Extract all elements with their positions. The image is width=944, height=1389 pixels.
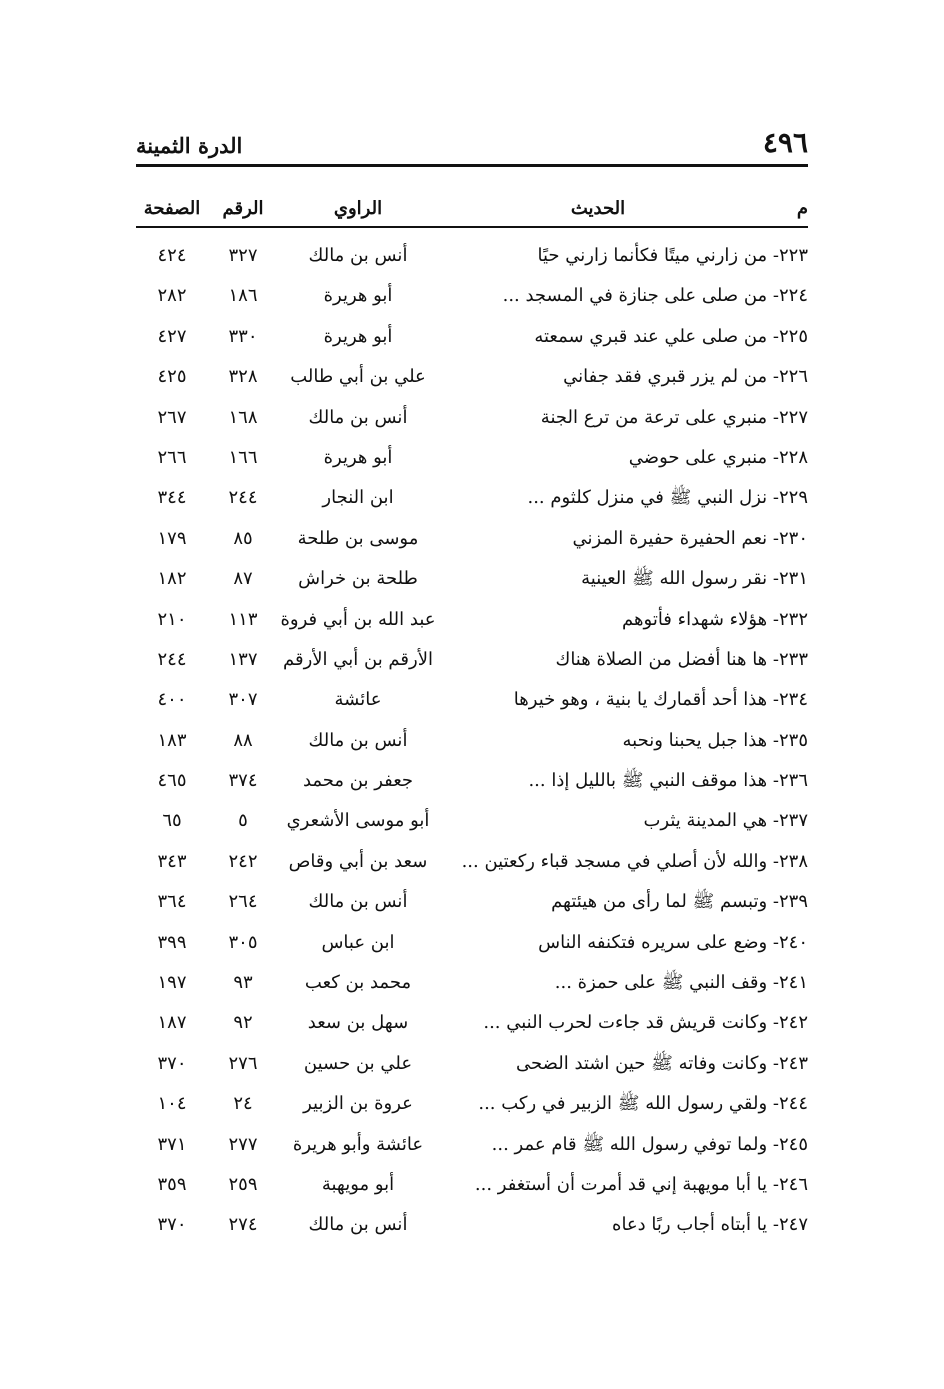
hadith-text: ٢٢٩- نزل النبي ﷺ في منزل كلثوم ... [527,487,808,509]
table-row [136,559,808,599]
table-row [136,1044,808,1084]
table-row [136,1084,808,1124]
table-row [136,600,808,640]
hadith-number: ٣٧٤ [228,770,258,792]
page-reference: ١٠٤ [157,1093,187,1115]
column-header-page: الصفحة [143,198,201,219]
book-page [136,122,808,1242]
page-reference: ٣٧٠ [157,1052,187,1074]
table-row [136,398,808,438]
hadith-text: ٢٣٨- والله لأن أصلي في مسجد قباء ركعتين ... [462,850,808,872]
hadith-number: ٢٤٢ [228,850,258,872]
hadith-number: ١٦٦ [228,446,258,468]
book-title: الدرة الثمينة [136,133,243,158]
table-body [136,236,808,1246]
table-row [136,1205,808,1245]
hadith-text: ٢٣٧- هي المدينة يثرب [643,810,808,832]
page-reference: ٢١٠ [157,608,187,630]
narrator-name: جعفر بن محمد [302,770,414,792]
page-number: ٤٩٦ [762,126,808,159]
hadith-text: ٢٣٣- ها هنا أفضل من الصلاة هناك [555,648,808,670]
hadith-text: ٢٤٣- وكانت وفاته ﷺ حين اشتد الضحى [516,1052,808,1074]
narrator-name: أنس بن مالك [308,1214,408,1236]
page-reference: ٣٦٤ [157,891,187,913]
page-reference: ٣٤٤ [157,487,187,509]
hadith-number: ٢٧٤ [228,1214,258,1236]
hadith-text: ٢٤٤- ولقي رسول الله ﷺ الزبير في ركب ... [478,1093,808,1115]
hadith-text: ٢٤٠- وضع على سريره فتكنفه الناس [538,931,808,953]
narrator-name: ابن النجار [322,487,394,509]
hadith-text: ٢٤٥- ولما توفي رسول الله ﷺ قام عمر ... [491,1133,808,1155]
narrator-name: علي بن أبي طالب [290,366,426,388]
narrator-name: أبو مويهبة [321,1173,395,1195]
hadith-number: ٢٦٤ [228,891,258,913]
table-row [136,640,808,680]
hadith-number: ٩٢ [233,1012,253,1034]
narrator-name: عائشة وأبو هريرة [292,1133,424,1155]
hadith-text: ٢٢٥- من صلى علي عند قبري سمعته [534,325,808,347]
page-reference: ١٨٢ [157,568,187,590]
hadith-text: ٢٢٣- من زارني ميتًا فكأنما زارني حيًا [537,245,808,266]
hadith-text: ٢٤٢- وكانت قريش قد جاءت لحرب النبي ... [483,1012,808,1034]
table-row [136,801,808,841]
hadith-text: ٢٢٦- من لم يزر قبري فقد جفاني [563,366,808,388]
table-row [136,236,808,276]
hadith-text: ٢٣٢- هؤلاء شهداء فأتوهم [622,608,808,630]
hadith-text: ٢٣٤- هذا أحد أقمارك يا بنية ، وهو خيرها [513,689,808,711]
page-reference: ٢٦٦ [157,446,187,468]
narrator-name: محمد بن كعب [304,972,412,994]
page-reference: ٣٤٣ [157,850,187,872]
narrator-name: سعد بن أبي وقاص [288,850,428,872]
narrator-name: أنس بن مالك [308,406,408,428]
narrator-name: أنس بن مالك [308,245,408,266]
page-reference: ٤٢٤ [157,245,187,266]
running-head [136,122,808,164]
hadith-number: ٢٥٩ [228,1173,258,1195]
hadith-number: ٨٥ [233,527,253,549]
narrator-name: عبد الله بن أبي فروة [280,608,436,630]
table-row [136,842,808,882]
hadith-text: ٢٣٠- نعم الحفيرة حفيرة المزني [572,527,808,549]
hadith-number: ٢٧٧ [228,1133,258,1155]
hadith-number: ١٨٦ [228,285,258,307]
hadith-text: ٢٢٤- من صلى على جنازة في المسجد ... [502,285,808,307]
header-divider [136,164,808,167]
page-reference: ٦٥ [162,810,182,832]
hadith-number: ٣٠٧ [228,689,258,711]
narrator-name: علي بن حسين [303,1052,413,1074]
narrator-name: أبو هريرة [323,446,393,468]
table-header-row [136,192,808,226]
table-row [136,317,808,357]
table-row [136,357,808,397]
column-header-hadith: الحديث [570,198,626,219]
hadith-number: ٢٤ [233,1093,253,1115]
hadith-text: ٢٤٦- يا أبا مويهبة إني قد أمرت أن أستغفر ... [474,1173,808,1195]
hadith-text: ٢٤١- وقف النبي ﷺ على حمزة ... [554,972,808,994]
table-row [136,1125,808,1165]
page-reference: ٢٦٧ [157,406,187,428]
narrator-name: موسى بن طلحة [297,527,419,549]
hadith-number: ١٣٧ [228,648,258,670]
page-reference: ١٩٧ [157,972,187,994]
page-reference: ٤٢٥ [157,366,187,388]
page-reference: ٣٩٩ [157,931,187,953]
table-header-divider [136,226,808,228]
table-row [136,1003,808,1043]
hadith-number: ٥ [238,810,248,832]
narrator-name: الأرقم بن أبي الأرقم [283,648,433,670]
hadith-number: ٣٢٧ [228,245,258,266]
table-row [136,276,808,316]
narrator-name: سهل بن سعد [307,1012,409,1034]
page-reference: ١٧٩ [157,527,187,549]
hadith-number: ٣٠٥ [228,931,258,953]
page-reference: ٢٤٤ [157,648,187,670]
narrator-name: عائشة [334,689,382,711]
narrator-name: أبو هريرة [323,325,393,347]
table-row [136,478,808,518]
hadith-number: ٩٣ [233,972,253,994]
hadith-text: ٢٣٦- هذا موقف النبي ﷺ بالليل إذا ... [528,770,808,792]
page-reference: ٤٢٧ [157,325,187,347]
narrator-name: أبو هريرة [323,285,393,307]
hadith-number: ٢٤٤ [228,487,258,509]
narrator-name: أبو موسى الأشعري [286,810,430,832]
table-row [136,882,808,922]
hadith-text: ٢٤٧- يا أبتاه أجاب ربًا دعاه [612,1214,808,1236]
page-reference: ٢٨٢ [157,285,187,307]
table-row [136,721,808,761]
table-row [136,923,808,963]
table-row [136,438,808,478]
narrator-name: عروة بن الزبير [303,1093,413,1115]
hadith-number: ٣٣٠ [228,325,258,347]
hadith-text: ٢٢٧- منبري على ترعة من ترع الجنة [540,406,808,428]
page-reference: ٤٦٥ [157,770,187,792]
hadith-number: ١٦٨ [228,406,258,428]
hadith-number: ١١٣ [228,608,258,630]
column-header-index: م [796,198,808,219]
hadith-number: ٨٧ [233,568,253,590]
page-reference: ١٨٧ [157,1012,187,1034]
table-row [136,680,808,720]
hadith-number: ٨٨ [233,729,253,751]
hadith-text: ٢٣٩- وتبسم ﷺ لما رأى من هيئتهم [551,891,808,913]
column-header-narrator: الراوي [333,198,383,219]
page-reference: ١٨٣ [157,729,187,751]
hadith-text: ٢٣١- نقر رسول الله ﷺ العينية [581,568,808,590]
narrator-name: ابن عباس [321,931,395,953]
table-row [136,963,808,1003]
narrator-name: أنس بن مالك [308,891,408,913]
hadith-index-table [136,192,808,1246]
table-row [136,519,808,559]
narrator-name: طلحة بن خراش [298,568,418,590]
table-row [136,761,808,801]
page-reference: ٤٠٠ [157,689,187,711]
hadith-number: ٣٢٨ [228,366,258,388]
hadith-number: ٢٧٦ [228,1052,258,1074]
hadith-text: ٢٣٥- هذا جبل يحبنا ونحبه [622,729,808,751]
page-reference: ٣٧٠ [157,1214,187,1236]
hadith-text: ٢٢٨- منبري على حوضي [628,446,808,468]
table-row [136,1165,808,1205]
column-header-number: الرقم [222,198,264,219]
narrator-name: أنس بن مالك [308,729,408,751]
page-reference: ٣٧١ [157,1133,187,1155]
page-reference: ٣٥٩ [157,1173,187,1195]
